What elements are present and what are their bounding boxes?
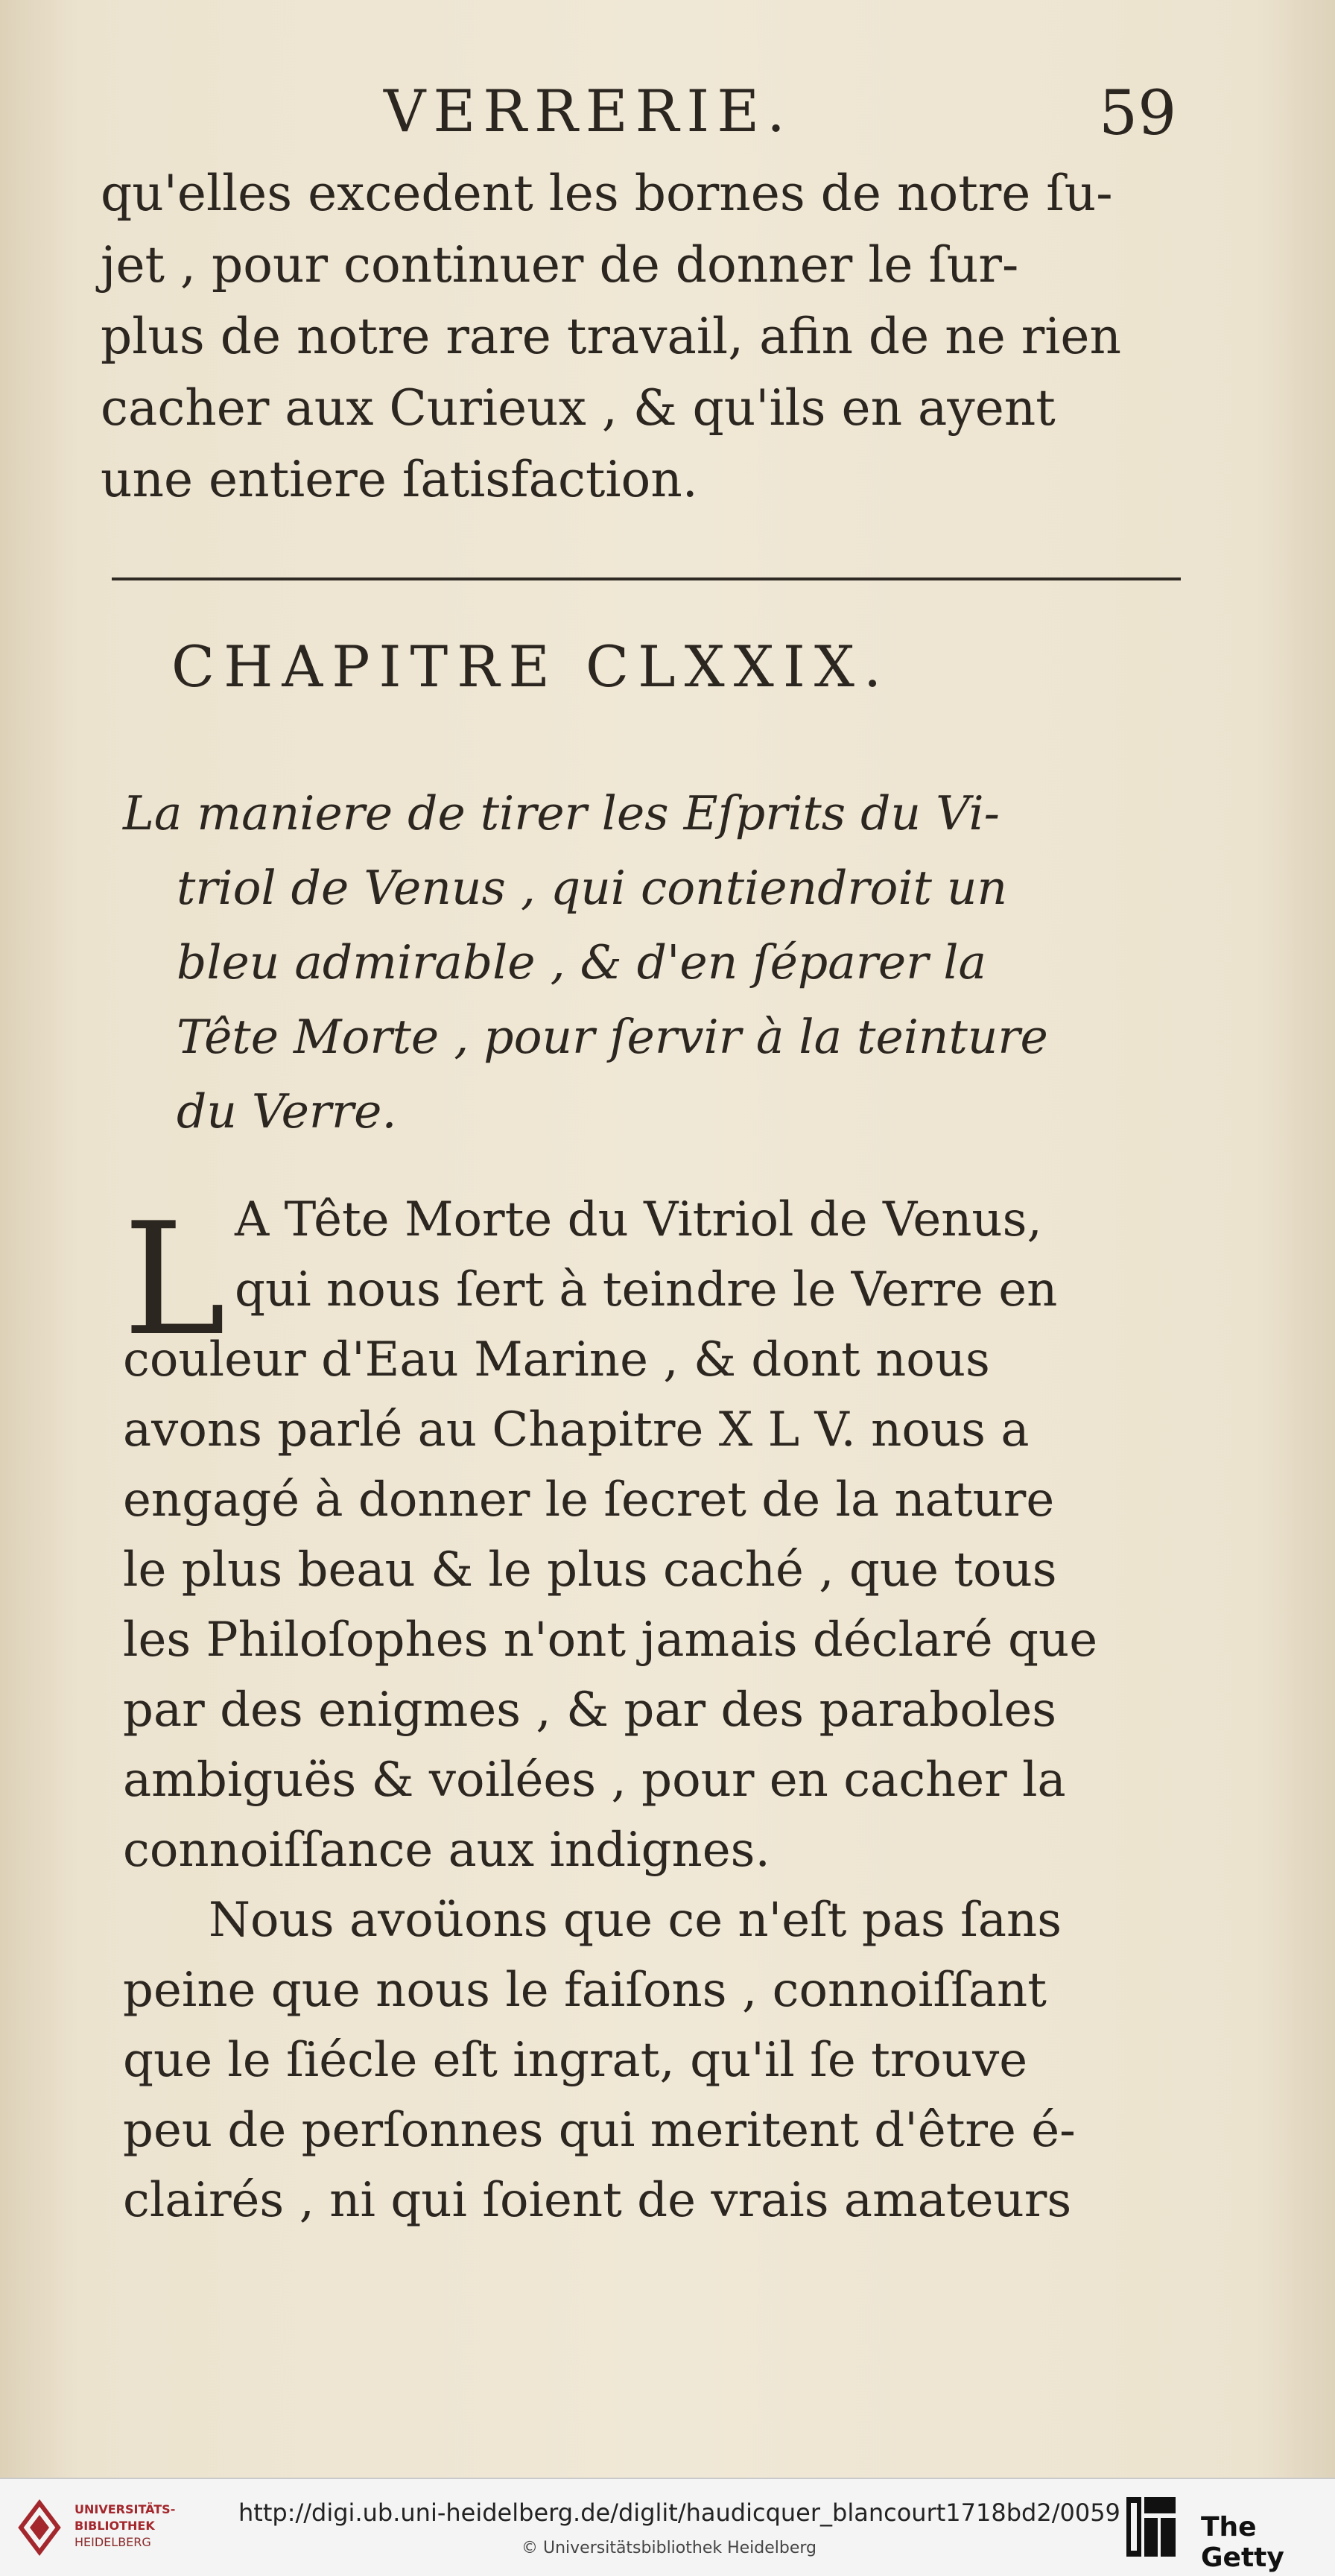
subtitle-line: bleu admirable , & d'en ſéparer la (177, 935, 987, 990)
library-name-line: UNIVERSITÄTS- (74, 2502, 176, 2516)
subtitle-line: La maniere de tirer les Eſprits du Vi- (123, 786, 1000, 841)
library-name-line: HEIDELBERG (74, 2535, 151, 2549)
page-header (0, 71, 1335, 153)
text-line: clairés , ni qui ſoient de vrais amateurs (123, 2173, 1072, 2228)
text-line: connoiſſance aux indignes. (123, 1823, 770, 1878)
intro-paragraph (101, 158, 1121, 516)
text-line: ambiguës & voilées , pour en cacher la (123, 1753, 1066, 1808)
permalink-url[interactable]: http://digi.ub.uni-heidelberg.de/diglit/haudicquer_blancourt1718bd2/0059 (238, 2499, 1120, 2527)
chapter-subtitle (123, 776, 1048, 1149)
section-divider (112, 577, 1181, 580)
text-line: une entiere ſatisfaction. (101, 451, 698, 508)
subtitle-line: Tête Morte , pour ſervir à la teinture (177, 1010, 1048, 1064)
text-line: le plus beau & le plus caché , que tous (123, 1542, 1057, 1598)
getty-logo-icon (1125, 2496, 1177, 2558)
text-line: peine que nous le faiſons , connoiſſant (123, 1963, 1047, 2018)
text-line: plus de notre rare travail, afin de ne rien (101, 308, 1121, 365)
running-title: VERRERIE. (384, 78, 793, 145)
page-number: 59 (1099, 78, 1177, 149)
text-line: Nous avoüons que ce n'eſt pas ſans (209, 1893, 1062, 1948)
library-name-line: BIBLIOTHEK (74, 2519, 155, 2533)
partner-name: The Getty (1201, 2512, 1284, 2573)
text-line: cacher aux Curieux , & qu'ils en ayent (101, 379, 1056, 437)
copyright-notice: © Universitätsbibliothek Heidelberg (521, 2539, 817, 2557)
subtitle-line: du Verre. (177, 1084, 397, 1139)
text-line: jet , pour continuer de donner le ſur- (101, 236, 1019, 294)
body-text (123, 1185, 1097, 2235)
digitization-footer (0, 2478, 1335, 2576)
text-line: A Tête Morte du Vitriol de Venus, (235, 1192, 1042, 1247)
text-line: engagé à donner le ſecret de la nature (123, 1472, 1055, 1528)
university-library-logo-icon (13, 2494, 66, 2561)
text-line: les Philoſophes n'ont jamais déclaré que (123, 1613, 1098, 1668)
text-line: que le ſiécle eſt ingrat, qu'il ſe trouve (123, 2033, 1028, 2088)
text-line: couleur d'Eau Marine , & dont nous (123, 1332, 990, 1387)
subtitle-line: triol de Venus , qui contiendroit un (177, 861, 1008, 915)
text-line: qu'elles excedent les bornes de notre ſu- (101, 165, 1113, 222)
library-name (74, 2501, 175, 2551)
drop-cap: L (123, 1190, 226, 1370)
text-line: peu de perſonnes qui meritent d'être é- (123, 2103, 1076, 2158)
chapter-title: CHAPITRE CLXXIX. (171, 633, 891, 700)
text-line: avons parlé au Chapitre X L V. nous a (123, 1402, 1030, 1458)
text-line: qui nous ſert à teindre le Verre en (235, 1262, 1058, 1317)
text-line: par des enigmes , & par des paraboles (123, 1683, 1057, 1738)
